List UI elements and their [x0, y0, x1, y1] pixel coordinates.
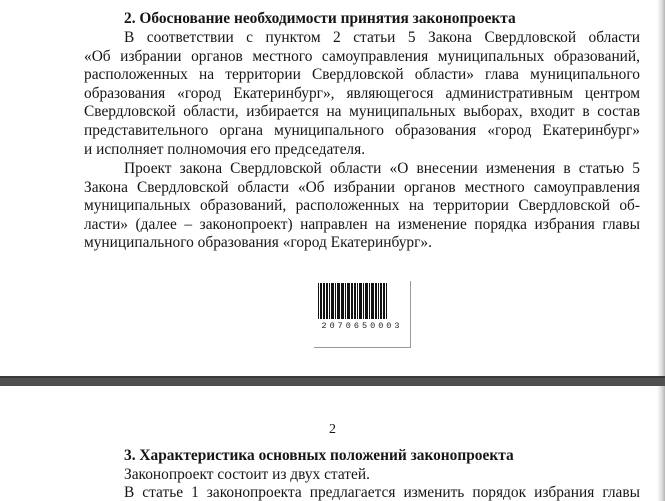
text-line: образования «город Екатеринбург», являющегося административным центром: [84, 84, 640, 102]
page-edge-shadow: [657, 386, 665, 501]
text-line: расположенных на территории Свердловской области» глава муниципального: [84, 66, 640, 84]
section-2-heading: 2. Обоснование необходимости принятия законопроекта: [124, 10, 516, 27]
text-line: ласти» (далее – законопроект) направлен на изменение порядка избрания главы: [84, 215, 640, 233]
section-2: [84, 10, 640, 29]
page-number: 2: [329, 422, 336, 437]
page-separator: [0, 376, 665, 386]
text-line: муниципальных образований, расположенных на территории Свердловской об-: [84, 197, 640, 215]
barcode: [314, 281, 412, 349]
text-line: «Об избрании органов местного самоуправления муниципальных образований,: [84, 47, 640, 65]
text-line: муниципального образования «город Екатеринбург».: [84, 234, 432, 252]
barcode-bar: [386, 283, 387, 319]
text-line: представительного органа муниципального образования «город Екатеринбург»: [84, 121, 640, 139]
barcode-number: 2070650003: [321, 321, 403, 331]
text-line: Закона Свердловской области «Об избрании органов местного самоуправления: [84, 178, 640, 196]
text-line: В соответствии с пунктом 2 статьи 5 Закона Свердловской области: [124, 29, 640, 46]
text-line: Проект закона Свердловской области «О внесении изменения в статью 5: [124, 160, 640, 177]
page-edge-shadow: [657, 0, 665, 376]
section-3: [84, 447, 640, 501]
section-3-heading: 3. Характеристика основных положений законопроекта: [124, 447, 514, 464]
text-line: В статье 1 законопроекта предлагается изменить порядок избрания главы: [124, 484, 640, 501]
text-line: Законопроект состоит из двух статей.: [124, 465, 370, 483]
text-line: и исполняет полномочия его председателя.: [84, 140, 366, 158]
paragraph-2: [84, 160, 640, 253]
barcode-bars: [318, 283, 408, 319]
document-page-2: [0, 386, 665, 501]
text-line: Свердловской области, избирается на муниципальных выборах, входит в состав: [84, 103, 640, 121]
paragraph-1: [84, 29, 640, 159]
